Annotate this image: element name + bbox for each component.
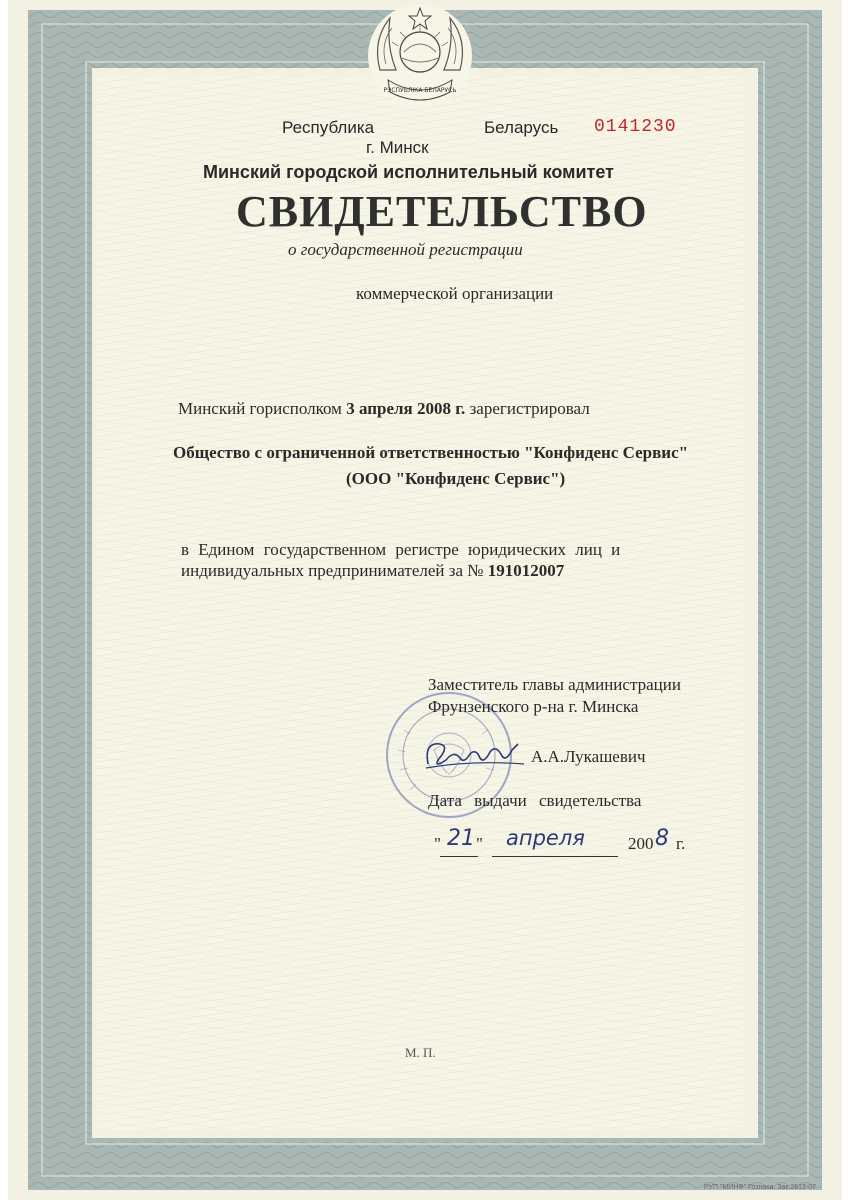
signer-position-line1: Заместитель главы администрации	[428, 675, 681, 694]
certificate-title: СВИДЕТЕЛЬСТВО	[236, 187, 648, 236]
signature-icon	[420, 730, 530, 778]
emblem-ribbon-text: РЭСПУБЛІКА БЕЛАРУСЬ	[383, 87, 457, 94]
registration-line	[178, 399, 590, 419]
registration-suffix: зарегистрировал	[469, 399, 590, 418]
month-underline	[492, 856, 618, 857]
issue-month: апреля	[506, 826, 585, 850]
register-text-line1: в Едином государственном регистре юридических лиц и	[181, 540, 621, 559]
state-emblem-icon	[366, 0, 474, 112]
year-suffix: г.	[676, 834, 686, 853]
register-text-line2	[181, 561, 564, 581]
certificate-subtitle: о государственной регистрации	[288, 240, 523, 259]
organization-type: коммерческой организации	[356, 284, 554, 303]
day-underline	[440, 856, 478, 857]
republic-label-right: Беларусь	[484, 118, 559, 137]
day-close-quote: "	[476, 834, 483, 853]
year-prefix: 200	[628, 834, 654, 853]
seal-place-label: М. П.	[405, 1045, 436, 1060]
registration-prefix: Минский горисполком	[178, 399, 342, 418]
year-digit: 8	[655, 826, 669, 851]
register-text-prefix: индивидуальных предпринимателей за №	[181, 561, 484, 580]
organization-full-name: Общество с ограниченной ответственностью "Конфиденс Сервис"	[173, 443, 689, 462]
organization-short-name: (ООО "Конфиденс Сервис")	[346, 469, 566, 488]
issue-day: 21	[447, 826, 475, 851]
issuing-authority: Минский городской исполнительный комитет	[203, 162, 614, 182]
printer-info: РУП "МИНФ" Гознака. Зак.2613-07	[704, 1184, 817, 1191]
register-number: 191012007	[487, 561, 565, 580]
signer-position-line2: Фрунзенского р-на г. Минска	[428, 697, 639, 716]
city-label: г. Минск	[366, 138, 429, 157]
signer-name: А.А.Лукашевич	[531, 747, 646, 766]
serial-number: 0141230	[594, 117, 677, 137]
day-open-quote: "	[434, 834, 441, 853]
registration-date: 3 апреля 2008 г.	[346, 399, 466, 418]
republic-label-left: Республика	[282, 118, 375, 137]
issue-date-label: Дата выдачи свидетельства	[428, 791, 642, 810]
